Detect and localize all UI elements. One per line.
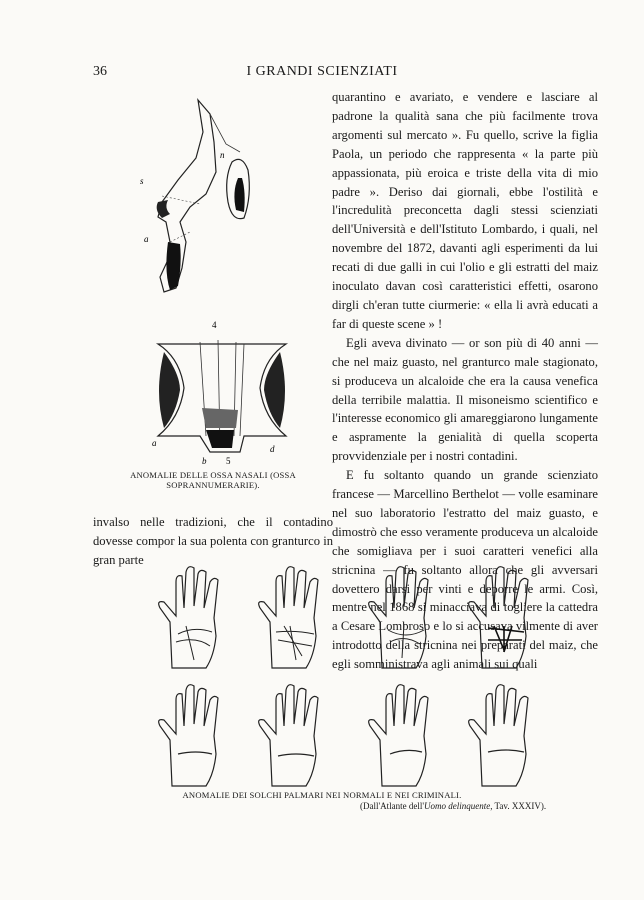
hand-illustration [460,560,550,670]
hand-illustration [150,678,240,788]
nasal-figure-caption: ANOMALIE DELLE OSSA NASALI (OSSA SOPRANNUMERARIE). [130,470,296,490]
hand-illustration [360,678,450,788]
source-title: Uomo delinquente [423,801,491,811]
source-suffix: , Tav. XXXIV). [490,801,547,811]
label-a-upper: a [144,234,149,244]
paragraph-2: Egli aveva divinato — or son più di 40 anni — che nel maiz guasto, nel granturco male stagionato, si produceva un alcaloide che era la causa venefica della terribile malattia. Il misoneismo scientifico e l'interesse economico gli amareggiarono lungamente e aspramente la genialità di quella scoperta provvidenziale per i nostri contadini. [332,335,598,464]
paragraph-3: E fu soltanto quando un grande scienziato francese — Marcellino Berthelot — volle esaminare nel suo laboratorio l'estratto del maiz guasto, e dimostrò che esso veramente produceva un alcaloide che somigliava per i suoi caratteri venefici alla stricnina — fu soltanto allora che gli avversari dovettero darsi per vinti e deporre le armi. Così, mentre nel 1868 si minacciava di togliere la cattedra a Cesare Lombroso e lo si accusava vilmente di aver introdotto della stricnina nei preparati del maiz, che egli somministrava agli animali sui quali [332,468,598,672]
label-b: b [202,456,207,466]
hand-illustration [360,560,450,670]
label-five: 5 [226,456,231,466]
figure-source-note [360,801,546,811]
label-four: 4 [212,320,217,330]
hand-illustration [250,560,340,670]
running-title: I GRANDI SCIENZIATI [246,64,398,79]
label-d: d [270,444,275,454]
hand-illustration [150,560,240,670]
nasal-bone-profile-illustration [140,92,260,302]
paragraph-1: quarantino e avariato, e vendere e lasciare al padrone la qualità sana che più facilmente trova argomenti sul mercato ». Fu quello, scrive la figlia Paola, un periodo che rappresenta « la parte più appassionata, più eroica e triste della vita di mio padre ». Deriso dai giornali, ebbe l'ostilità e l'incredulità preconcetta dagli stessi scienziati dell'Università e dell'Istituto Lombardo, i quali, nel novembre del 1872, davanti agli esperimenti da lui recati di due galli in cui l'olio e gli estratti del maiz inoculato davan così caratteristici effetti, osarono dirgli ch'eran tutte ciurmerie: « ella li avrà educati a far di queste scene » ! [332,90,598,331]
label-n: n [220,150,225,160]
page-number: 36 [93,64,107,79]
hands-figure-caption: ANOMALIE DEI SOLCHI PALMARI NEI NORMALI E NEI CRIMINALI. [182,790,462,800]
palm-crease-illustrations [150,560,550,790]
left-paragraph: invalso nelle tradizioni, che il contadino dovesse compor la sua polenta con granturco in gran parte [93,515,333,567]
label-a-lower: a [152,438,157,448]
label-s: s [140,176,144,186]
nasal-bones-front-illustration [140,318,300,468]
source-prefix: (Dall'Atlante dell' [360,801,424,811]
hand-illustration [250,678,340,788]
hand-illustration [460,678,550,788]
